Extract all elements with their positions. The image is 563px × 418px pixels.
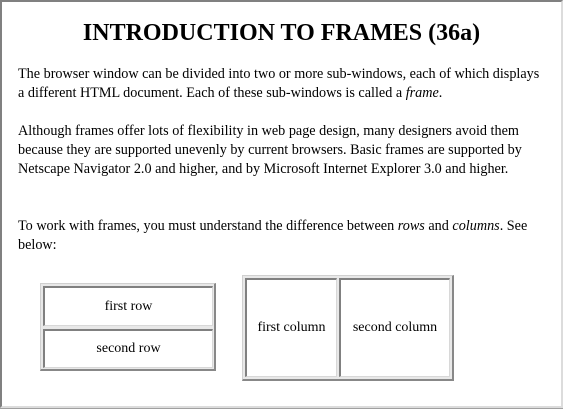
second-column-label: second column: [352, 320, 438, 335]
second-row-label: second row: [96, 341, 161, 356]
support-paragraph: Although frames offer lots of flexibility in web page design, many designers avoid them because they are supported unevenly by current browsers. Basic frames are supported by Netscape Navigator 2.0 and higher, and by Microsoft Internet Explorer 3.0 and higher.: [18, 123, 522, 177]
first-row-label: first row: [104, 298, 153, 314]
frame-term: frame: [405, 85, 439, 101]
rows-frameset-demo: [40, 283, 216, 371]
rows-columns-text-c: . See below:: [18, 218, 528, 253]
first-column-label: first column: [257, 320, 326, 335]
columns-term: columns: [452, 218, 500, 234]
second-column-frame: [339, 278, 450, 377]
rows-columns-paragraph: [18, 217, 543, 255]
second-row-frame: [43, 329, 213, 368]
intro-text: The browser window can be divided into two or more sub-windows, each of which displays a different HTML document. Each of these sub-windows is called a: [18, 66, 540, 101]
intro-end: .: [438, 85, 443, 101]
intro-paragraph: [18, 65, 543, 103]
rows-term: rows: [397, 218, 425, 234]
rows-columns-text-b: and: [424, 218, 453, 234]
rows-columns-text-a: To work with frames, you must understand the difference between: [18, 218, 398, 234]
columns-frameset-demo: [242, 275, 454, 381]
page-title: INTRODUCTION TO FRAMES (36a): [82, 20, 481, 46]
first-row-frame: [43, 286, 213, 326]
first-column-frame: [245, 278, 337, 377]
